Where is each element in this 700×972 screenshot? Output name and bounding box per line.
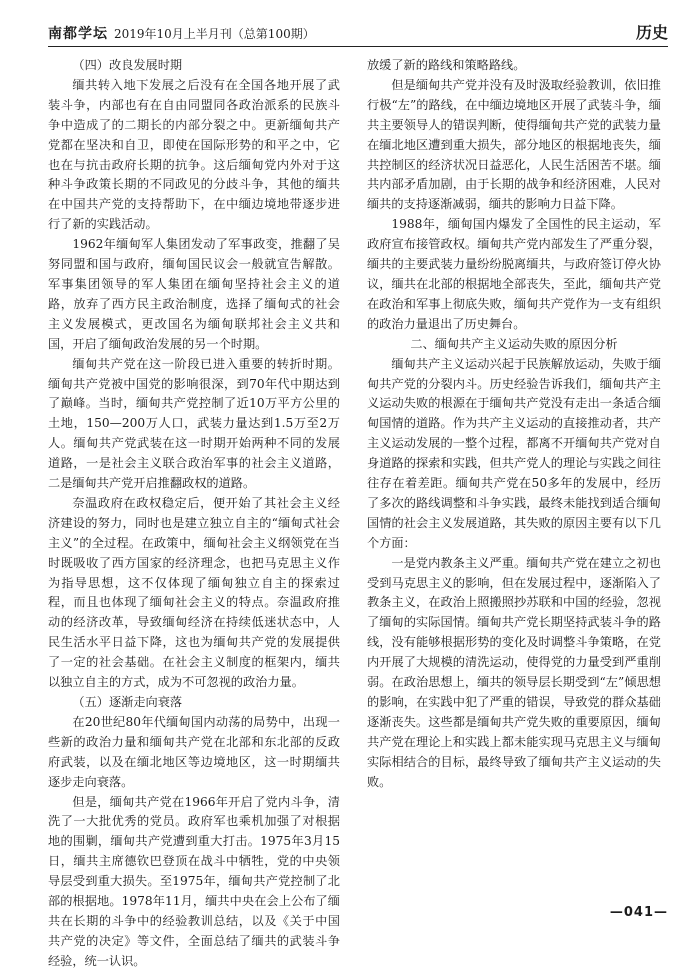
paragraph: 缅共转入地下发展之后没有在全国各地开展了武装斗争，内部也有在自由同盟同各政治派系的民族斗争中造成了的二期长的内部分裂之中。更新缅甸共产党都在坚决和自卫，即使在国际形势的和平之中，它也在与抗击政府长期的抗争。这后缅甸党内外对于这种斗争政策长期的不同政见的分歧斗争，其他的缅共在中国共产党的支持帮助下，在中缅边境地带逐步进行了新的实践活动。 <box>48 77 340 232</box>
paragraph: 奈温政府在政权稳定后，便开始了其社会主义经济建设的努力，同时也是建立独立自主的“缅甸式社会主义”的全过程。在政策中，缅甸社会主义纲领党在当时既吸收了西方国家的经济理念，也把马克思主义作为指导思想，这不仅体现了缅甸独立自主的探索过程，而且也体现了缅甸社会主义的特点。奈温政府推动的经济改革，导致缅甸经济在持续低迷状态中，人民生活水平日益下降，这也为缅甸共产党的发展提供了一定的社会基础。在社会主义制度的框架内，缅共以独立自主的方式，成为不可忽视的政治力量。 <box>48 495 340 690</box>
page-number: —041— <box>609 905 668 920</box>
paragraph: 在20世纪80年代缅甸国内动荡的局势中，出现一些新的政治力量和缅甸共产党在北部和东北部的反政府武装，以及在缅北地区等边境地区，这一时期缅共逐步走向衰落。 <box>48 714 340 789</box>
paragraph: 1962年缅甸军人集团发动了军事政变，推翻了吴努同盟和国与政府，缅甸国民议会一般就宣告解散。军事集团领导的军人集团在缅甸坚持社会主义的道路，放弃了西方民主政治制度，选择了缅甸式的社会主义发展模式，更改国名为缅甸联邦社会主义共和国，开启了缅甸政治发展的另一个时期。 <box>48 237 340 351</box>
paragraph-continued: 放缓了新的路线和策略路线。 <box>367 58 526 72</box>
page-header <box>48 20 668 47</box>
issue-info: 2019年10月上半月刊（总第100期） <box>114 27 315 41</box>
paragraph: 一是党内教条主义严重。缅甸共产党在建立之初也受到马克思主义的影响，但在发展过程中，逐渐陷入了教条主义，在政治上照搬照抄苏联和中国的经验，忽视了缅甸的实际国情。缅甸共产党长期坚持武装斗争的路线，没有能够根据形势的变化及时调整斗争策略，在党内开展了大规模的清洗运动，使得党的力量受到严重削弱。在政治思想上，缅共的领导层长期受到“左”倾思想的影响，在实践中犯了严重的错误，导致党的群众基础逐渐丧失。这些都是缅甸共产党失败的重要原因，缅甸共产党在理论上和实践上都未能实现马克思主义与缅甸实际相结合的目标，最终导致了缅甸共产主义运动的失败。 <box>367 555 661 789</box>
paragraph: 缅甸共产主义运动兴起于民族解放运动，失败于缅甸共产党的分裂内斗。历史经验告诉我们，缅甸共产主义运动失败的根源在于缅甸共产党没有走出一条适合缅甸国情的道路。作为共产主义运动的直接推动者，共产主义运动发展的一整个过程，都离不开缅甸共产党对自身道路的探索和实践，但共产党人的理论与实践之间往往存在着差距。缅甸共产党在50多年的发展中，经历了多次的路线调整和斗争实践，最终未能找到适合缅甸国情的社会主义发展道路，其失败的原因主要有以下几个方面： <box>367 356 661 550</box>
section-title: 历史 <box>635 23 668 42</box>
left-column <box>48 56 340 972</box>
paragraph: 但是缅甸共产党并没有及时汲取经验教训，依旧推行极“左”的路线，在中缅边境地区开展了武装斗争，缅共主要领导人的错误判断，使得缅甸共产党的武装力量在缅北地区遭到重大损失，部分地区的根据地丧失，缅共控制区的经济状况日益恶化，人民生活困苦不堪。缅共内部矛盾加剧，由于长期的战争和经济困难，人民对缅共的支持逐渐减弱，缅共的影响力日益下降。 <box>367 77 661 212</box>
paragraph: 1988年，缅甸国内爆发了全国性的民主运动，军政府宣布接管政权。缅甸共产党内部发生了严重分裂，缅共的主要武装力量纷纷脱离缅共，与政府签订停火协议，缅共在北部的根据地全部丧失，至此，缅甸共产党在政治和军事上彻底失败，缅甸共产党作为一支有组织的政治力量退出了历史舞台。 <box>367 217 661 331</box>
section-heading-failure-analysis: 二、缅甸共产主义运动失败的原因分析 <box>410 336 618 351</box>
paragraph: 缅甸共产党在这一阶段已进入重要的转折时期。缅甸共产党被中国党的影响很深，到70年代中期达到了巅峰。当时，缅甸共产党控制了近10万平方公里的土地，150—200万人口，武装力量达到1.5万至2万人。缅甸共产党武装在这一时期开始两种不同的发展道路，一是社会主义联合政治军事的社会主义道路，二是缅甸共产党开启推翻政权的道路。 <box>48 356 340 491</box>
right-column <box>367 56 661 793</box>
paragraph: 但是，缅甸共产党在1966年开启了党内斗争，清洗了一大批优秀的党员。政府军也乘机加强了对根据地的围剿，缅甸共产党遭到重大打击。1975年3月15日，缅共主席德钦巴登顶在战斗中牺牲，党的中央领导层受到重大损失。至1975年，缅甸共产党控制了北部的根据地。1978年11月，缅共中央在会上公布了缅共在长期的斗争中的经验教训总结，以及《关于中国共产党的决定》等文件，全面总结了缅共的武装斗争经验，统一认识。 <box>48 794 340 968</box>
subheading-reform: （四）改良发展时期 <box>72 58 183 72</box>
subheading-decline: （五）逐渐走向衰落 <box>72 695 183 709</box>
journal-logo: 南都学坛 <box>48 26 108 42</box>
